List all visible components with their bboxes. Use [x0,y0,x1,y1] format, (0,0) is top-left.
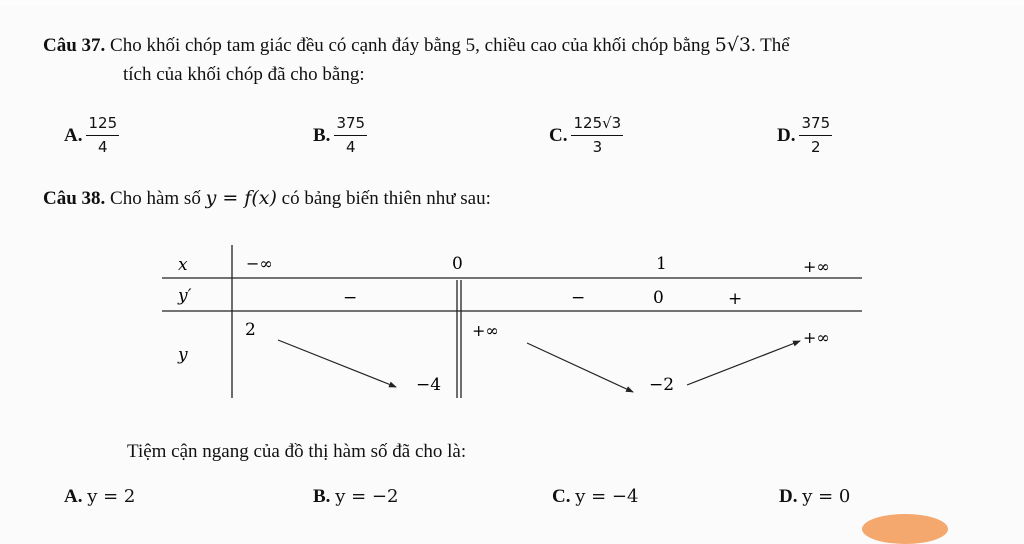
y-value-mid-top: +∞ [472,321,499,340]
answer-c-label: C. [552,486,571,507]
yprime-sign-3: + [728,289,743,309]
option-c-label: C. [549,124,568,146]
question-38-function: y = f(x) [205,187,277,209]
y-value-left-top: 2 [245,320,256,340]
answer-b-value: y = −2 [335,486,399,507]
answer-d[interactable] [779,486,850,508]
row-header-yprime: y′ [178,286,192,306]
answer-b[interactable] [313,486,398,508]
yprime-zero: 0 [653,288,664,308]
option-c-numerator: 125√3 [571,114,623,136]
answer-d-label: D. [779,486,798,507]
answer-b-label: B. [313,486,331,507]
answer-c-value: y = −4 [575,486,639,507]
question-38-label: Câu 38. [43,188,106,209]
arrow-decreasing-1 [278,340,396,387]
yprime-sign-1: − [343,288,358,308]
arrow-increasing [687,341,800,385]
question-38-text-post: có bảng biến thiên như sau: [281,188,491,209]
yprime-sign-2: − [571,288,586,308]
option-a-numerator: 125 [86,114,119,136]
option-b-label: B. [313,124,331,146]
orange-overlay-shape [862,514,948,544]
y-value-right-top: +∞ [803,328,830,347]
x-value-0: 0 [452,254,463,274]
option-d-label: D. [777,124,796,146]
answer-c[interactable] [552,486,638,508]
x-value-1: 1 [656,254,667,274]
question-38-prompt: Tiệm cận ngang của đồ thị hàm số đã cho là: [127,441,467,462]
y-value-left-bottom: −4 [416,375,442,395]
row-header-x: x [178,255,188,275]
x-value-pos-inf: +∞ [803,257,830,276]
y-value-mid-bottom: −2 [649,375,675,395]
answer-a-label: A. [64,486,83,507]
answer-a[interactable] [64,486,135,508]
option-a-denominator: 4 [98,138,108,156]
question-38-text-pre: Cho hàm số [110,188,201,209]
answer-a-value: y = 2 [87,486,136,507]
option-a-label: A. [64,124,83,146]
option-b-numerator: 375 [334,114,367,136]
arrow-decreasing-2 [527,343,633,392]
x-value-neg-inf: −∞ [246,254,273,273]
question-37-text-end: . Thể [751,35,790,56]
answer-d-value: y = 0 [802,486,851,507]
question-37-text: Cho khối chóp tam giác đều có cạnh đáy bằng 5, chiều cao của khối chóp bằng [110,35,710,56]
option-b-denominator: 4 [345,138,356,156]
option-c-denominator: 3 [592,138,603,156]
question-37-line-2: tích của khối chóp đã cho bằng: [123,64,365,85]
option-d-denominator: 2 [811,138,821,156]
question-37-label: Câu 37. [43,35,106,56]
question-37-height-value: 5√3 [714,34,751,56]
option-d-numerator: 375 [799,114,832,136]
row-header-y: y [178,345,188,365]
